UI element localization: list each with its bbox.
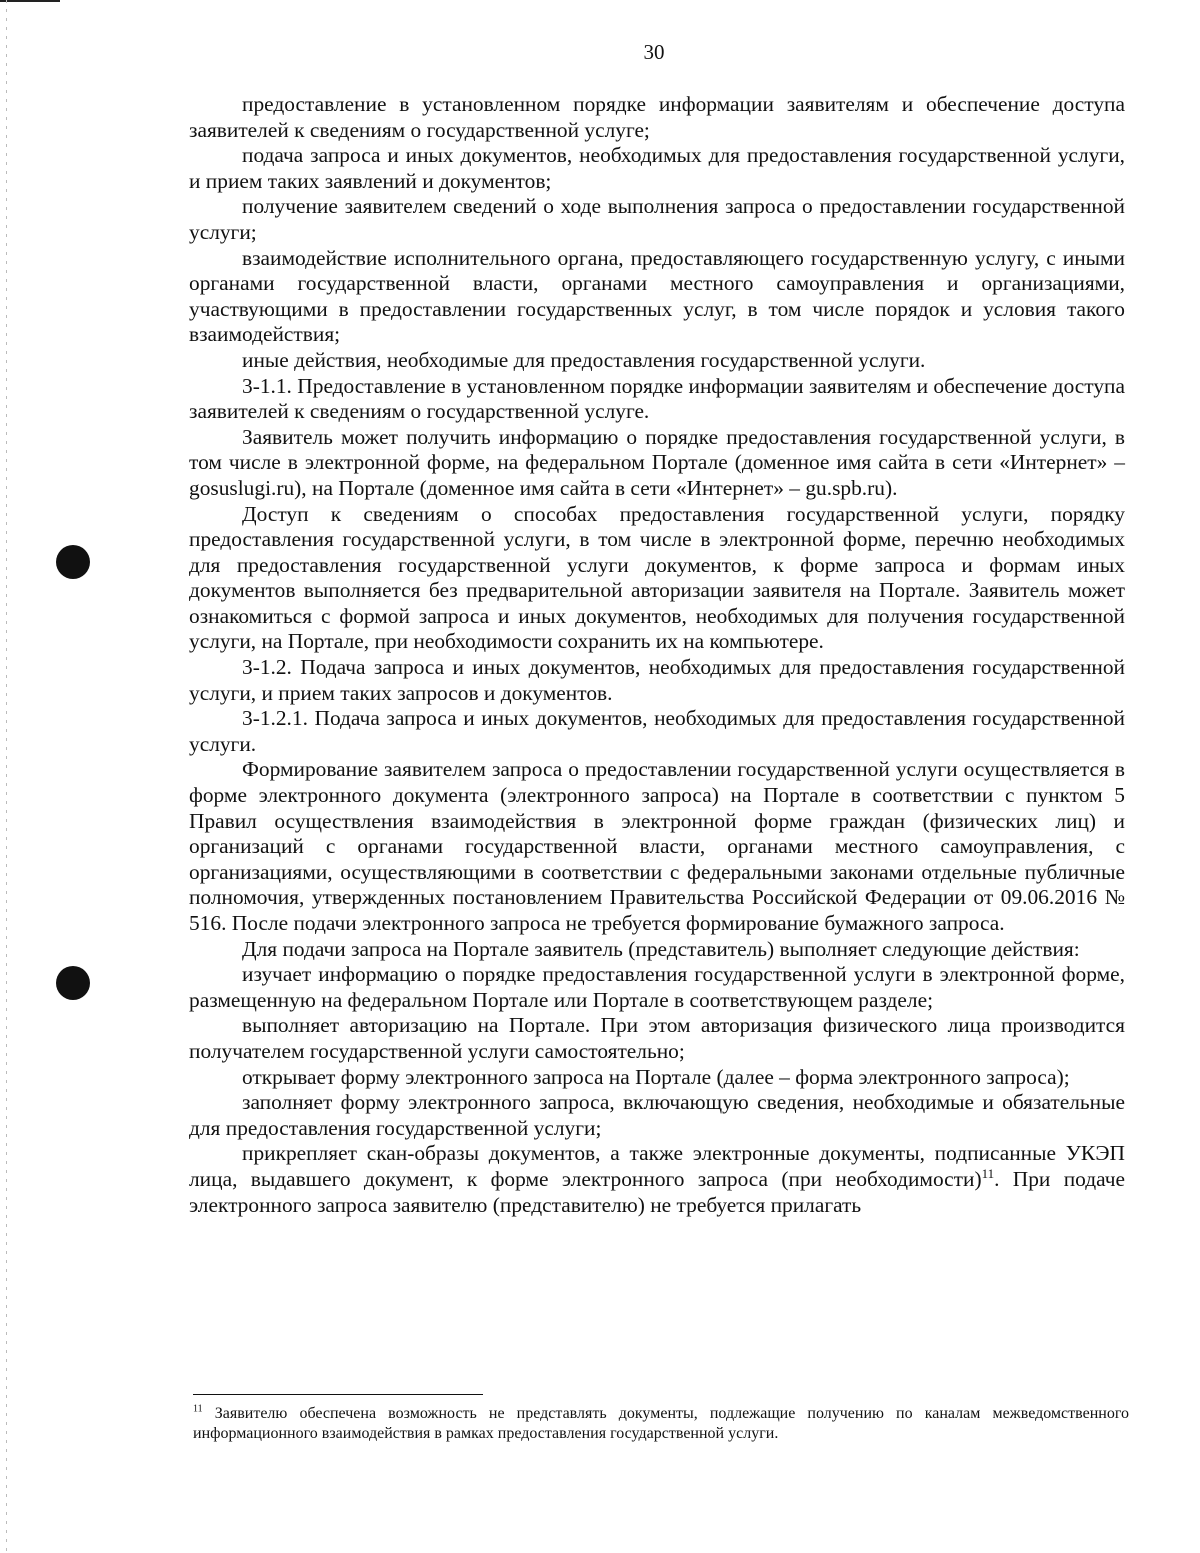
paragraph: Доступ к сведениям о способах предоставления государственной услуги, порядку предоставления государственной услуги, в том числе в электронной форме, перечню необходимых для предоставления государственной услуги документов, к форме запроса и формам иных документов выполняется без предварительной авторизации заявителя на Портале. Заявитель может ознакомиться с формой запроса и иных документов, необходимых для получения государственной услуги, на Портале, при необходимости сохранить их на компьютере. [189,501,1125,654]
footnote-reference: 11 [981,1165,995,1181]
paragraph-text: прикрепляет скан-образы документов, а также электронные документы, подписанные УКЭП лица, выдавшего документ, к форме электронного запроса (при необходимости) [189,1141,1125,1191]
punch-hole-mark [56,545,90,579]
footnote-separator [193,1394,483,1395]
paragraph: взаимодействие исполнительного органа, предоставляющего государственную услугу, с иными органами государственной власти, органами местного самоуправления и организациями, участвующими в предоставлении государственных услуг, в том числе порядок и условия такого взаимодействия; [189,245,1125,347]
section-heading: 3-1.1. Предоставление в установленном порядке информации заявителям и обеспечение доступа заявителей к сведениям о государственной услуге. [189,373,1125,424]
list-item [189,1141,1125,1218]
top-edge-line [0,0,60,2]
document-body [189,92,1125,1218]
section-heading: 3-1.2. Подача запроса и иных документов, необходимых для предоставления государственной услуги, и прием таких запросов и документов. [189,655,1125,705]
list-item: выполняет авторизацию на Портале. При этом авторизация физического лица производится получателем государственной услуги самостоятельно; [189,1013,1125,1063]
list-item: изучает информацию о порядке предоставления государственной услуги в электронной форме, размещенную на федеральном Портале или Портале в соответствующем разделе; [189,962,1125,1012]
footnote-text: Заявителю обеспечена возможность не представлять документы, подлежащие получению по каналам межведомственного информационного взаимодействия в рамках предоставления государственной услуги. [193,1405,1129,1442]
list-item: заполняет форму электронного запроса, включающую сведения, необходимые и обязательные для предоставления государственной услуги; [189,1090,1125,1140]
paragraph: Заявитель может получить информацию о порядке предоставления государственной услуги, в том числе в электронной форме, на федеральном Портале (доменное имя сайта в сети «Интернет» – gosuslugi.ru), на Портале (доменное имя сайта в сети «Интернет» – gu.spb.ru). [189,424,1125,500]
section-heading: 3-1.2.1. Подача запроса и иных документов, необходимых для предоставления государственной услуги. [189,706,1125,756]
paragraph: предоставление в установленном порядке информации заявителям и обеспечение доступа заявителей к сведениям о государственной услуге; [189,92,1125,142]
paragraph-text: . При подаче электронного запроса заявителю (представителю) не требуется прилагать [189,1166,1126,1217]
page-number: 30 [643,40,665,64]
paragraph: Для подачи запроса на Портале заявитель (представитель) выполняет следующие действия: [242,936,1080,961]
paragraph: Формирование заявителем запроса о предоставлении государственной услуги осуществляется в форме электронного документа (электронного запроса) на Портале в соответствии с пунктом 5 Правил осуществления взаимодействия в электронной форме граждан (физических лиц) и организаций с органами государственной власти, органами местного самоуправления, с организациями, осуществляющими в соответствии с федеральными законами отдельные публичные полномочия, утвержденных постановлением Правительства Российской Федерации от 09.06.2016 № 516. После подачи электронного запроса не требуется формирование бумажного запроса. [189,757,1125,935]
paragraph: получение заявителем сведений о ходе выполнения запроса о предоставлении государственной услуги; [189,194,1125,244]
paragraph: подача запроса и иных документов, необходимых для предоставления государственной услуги, и прием таких заявлений и документов; [189,143,1125,193]
footnote-mark: 11 [193,1403,203,1415]
punch-hole-mark [56,966,90,1000]
paragraph: иные действия, необходимые для предоставления государственной услуги. [242,347,926,372]
list-item: открывает форму электронного запроса на Портале (далее – форма электронного запроса); [242,1064,1070,1089]
footnote [193,1404,1129,1444]
scan-left-edge [6,0,7,1553]
